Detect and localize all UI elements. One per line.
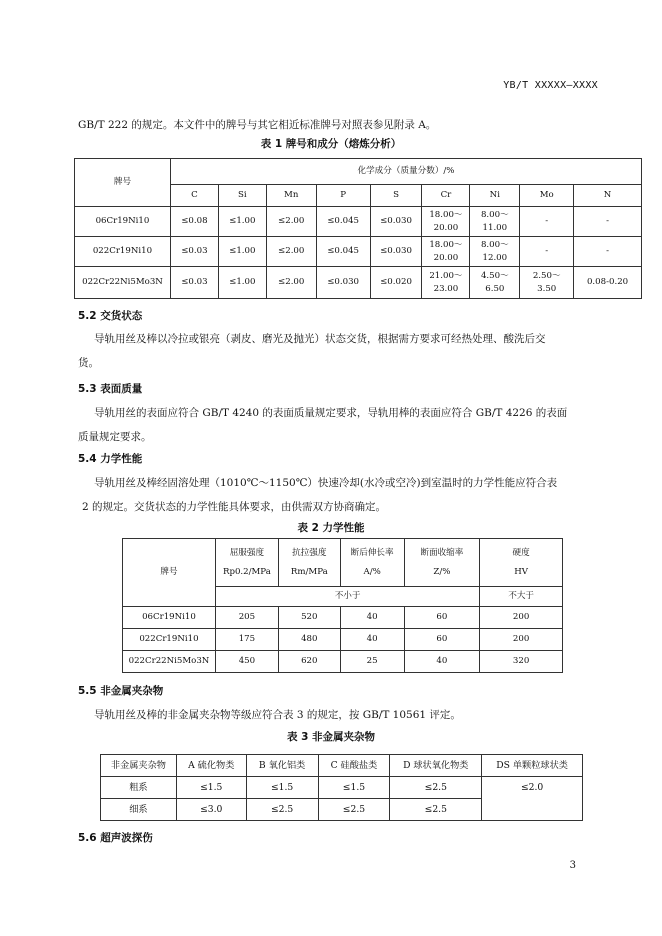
section-5-3-text-line1: 导轨用丝的表面应符合 GB/T 4240 的表面质量规定要求，导轨用棒的表面应符合 GB/T 4226 的表面 (94, 407, 568, 419)
range-start: 18.00～ (429, 239, 463, 250)
value-cell: 25 (340, 651, 404, 673)
property-unit: Rp0.2/MPa (222, 566, 271, 577)
value-cell: 320 (480, 651, 563, 673)
grade-cell: 022Cr22Ni5Mo3N (123, 651, 216, 673)
element-header: Ni (470, 185, 520, 207)
grade-cell: 06Cr19Ni10 (75, 207, 171, 237)
value-cell: 40 (340, 629, 404, 651)
value-cell: ≤2.5 (318, 799, 390, 821)
range-start: 18.00～ (429, 209, 463, 220)
property-name: 屈服强度 (229, 547, 265, 558)
intro-line: GB/T 222 的规定。本文件中的牌号与其它相近标准牌号对照表参见附录 A。 (78, 119, 437, 131)
element-header: Cr (422, 185, 470, 207)
element-header: S (370, 185, 422, 207)
value-cell (422, 237, 470, 267)
property-name: 抗拉强度 (292, 547, 327, 558)
range-start: 8.00～ (480, 209, 509, 220)
value-cell: 60 (404, 629, 480, 651)
range-start: 2.50～ (532, 270, 561, 281)
property-header (480, 539, 563, 587)
property-unit: HV (514, 566, 528, 577)
value-cell: 40 (404, 651, 480, 673)
property-name: 断后伸长率 (350, 547, 394, 558)
value-cell (470, 267, 520, 299)
ds-value-cell: ≤2.0 (482, 777, 583, 821)
value-cell: ≤2.00 (266, 267, 316, 299)
table-row (75, 237, 642, 267)
value-cell: ≤1.5 (318, 777, 390, 799)
value-cell: ≤1.00 (218, 207, 266, 237)
section-5-6-heading: 5.6 超声波探伤 (78, 832, 153, 844)
range-start: 21.00～ (429, 270, 463, 281)
value-cell: - (574, 207, 642, 237)
value-cell: 0.08-0.20 (574, 267, 642, 299)
property-name: 断面收缩率 (420, 547, 464, 558)
table-row (75, 267, 642, 299)
value-cell: 175 (215, 629, 278, 651)
section-5-2-heading: 5.2 交货状态 (78, 310, 143, 322)
grade-cell: 022Cr19Ni10 (75, 237, 171, 267)
element-header: C (170, 185, 218, 207)
value-cell: 40 (340, 607, 404, 629)
value-cell: ≤2.5 (390, 799, 482, 821)
table-row (75, 207, 642, 237)
value-cell: ≤2.00 (266, 207, 316, 237)
value-cell: ≤1.00 (218, 267, 266, 299)
value-cell: ≤0.030 (316, 267, 370, 299)
value-cell: ≤2.5 (246, 799, 318, 821)
value-cell: 200 (480, 607, 563, 629)
range-start: 4.50～ (480, 270, 509, 281)
table3-caption: 表 3 非金属夹杂物 (286, 731, 376, 743)
range-end: 23.00 (433, 283, 459, 294)
table-row (101, 777, 583, 799)
section-5-4-text-line1: 导轨用丝及棒经固溶处理（1010℃～1150℃）快速冷却(水冷或空冷)到室温时的力学性能应符合表 (94, 477, 558, 489)
value-cell: ≤0.045 (316, 207, 370, 237)
value-cell (470, 237, 520, 267)
inclusion-header: D 球状氧化物类 (390, 755, 482, 777)
inclusion-header: C 硅酸盐类 (318, 755, 390, 777)
inclusion-header: 非金属夹杂物 (101, 755, 177, 777)
value-cell: ≤1.5 (246, 777, 318, 799)
section-5-3-text-line2: 质量规定要求。 (78, 431, 152, 443)
section-5-4-text-line2: 2 的规定。交货状态的力学性能具体要求，由供需双方协商确定。 (82, 501, 387, 513)
value-cell (520, 267, 574, 299)
table-row (123, 651, 563, 673)
range-end: 20.00 (433, 222, 459, 233)
section-5-5-text: 导轨用丝及棒的非金属夹杂物等级应符合表 3 的规定，按 GB/T 10561 评定。 (94, 709, 461, 721)
series-cell: 粗系 (101, 777, 177, 799)
table2-caption: 表 2 力学性能 (297, 522, 365, 534)
table1-caption: 表 1 牌号和成分（熔炼分析） (260, 138, 402, 150)
not-more-than-label: 不大于 (480, 587, 563, 607)
value-cell: ≤2.5 (390, 777, 482, 799)
range-end: 11.00 (482, 222, 508, 233)
value-cell: ≤1.00 (218, 237, 266, 267)
value-cell: 450 (215, 651, 278, 673)
range-end: 20.00 (433, 252, 459, 263)
grade-cell: 022Cr22Ni5Mo3N (75, 267, 171, 299)
composition-table (74, 158, 642, 299)
property-unit: Z/% (433, 566, 451, 577)
range-end: 6.50 (485, 283, 505, 294)
value-cell: ≤0.045 (316, 237, 370, 267)
element-header: Mn (266, 185, 316, 207)
property-name: 硬度 (512, 547, 530, 558)
value-cell: 60 (404, 607, 480, 629)
value-cell: ≤3.0 (176, 799, 246, 821)
grade-cell: 06Cr19Ni10 (123, 607, 216, 629)
value-cell: ≤0.08 (170, 207, 218, 237)
value-cell: 205 (215, 607, 278, 629)
value-cell: 620 (278, 651, 340, 673)
inclusion-header: DS 单颗粒球状类 (482, 755, 583, 777)
value-cell: - (574, 237, 642, 267)
property-unit: A/% (363, 566, 381, 577)
value-cell: - (520, 237, 574, 267)
value-cell: ≤2.00 (266, 237, 316, 267)
element-header: Si (218, 185, 266, 207)
table-row (123, 607, 563, 629)
grade-header: 牌号 (123, 539, 216, 607)
grade-header: 牌号 (75, 159, 171, 207)
value-cell (470, 207, 520, 237)
inclusions-table (100, 754, 583, 821)
value-cell: ≤0.020 (370, 267, 422, 299)
document-code: YB/T XXXXX—XXXX (503, 80, 598, 91)
value-cell: 480 (278, 629, 340, 651)
not-less-than-label: 不小于 (215, 587, 479, 607)
section-5-5-heading: 5.5 非金属夹杂物 (78, 685, 164, 697)
table-row (123, 629, 563, 651)
section-5-2-text-line1: 导轨用丝及棒以冷拉或银亮（剥皮、磨光及抛光）状态交货，根据需方要求可经热处理、酸洗后交 (94, 333, 546, 345)
element-header: Mo (520, 185, 574, 207)
mechanical-properties-table (122, 538, 563, 673)
value-cell (422, 207, 470, 237)
range-end: 12.00 (482, 252, 508, 263)
page-number: 3 (569, 860, 576, 871)
element-header: N (574, 185, 642, 207)
grade-cell: 022Cr19Ni10 (123, 629, 216, 651)
section-5-3-heading: 5.3 表面质量 (78, 383, 143, 395)
property-header (215, 539, 278, 587)
value-cell: ≤0.03 (170, 267, 218, 299)
property-header (278, 539, 340, 587)
value-cell: 520 (278, 607, 340, 629)
inclusion-header: A 硫化物类 (176, 755, 246, 777)
inclusion-header: B 氧化铝类 (246, 755, 318, 777)
property-header (340, 539, 404, 587)
value-cell: ≤0.03 (170, 237, 218, 267)
range-start: 8.00～ (480, 239, 509, 250)
property-header (404, 539, 480, 587)
composition-group-header: 化学成分（质量分数）/% (170, 159, 641, 185)
section-5-4-heading: 5.4 力学性能 (78, 453, 143, 465)
element-header: P (316, 185, 370, 207)
section-5-2-text-line2: 货。 (78, 357, 99, 369)
value-cell: ≤1.5 (176, 777, 246, 799)
value-cell: 200 (480, 629, 563, 651)
value-cell (422, 267, 470, 299)
value-cell: ≤0.030 (370, 237, 422, 267)
value-cell: - (520, 207, 574, 237)
series-cell: 细系 (101, 799, 177, 821)
value-cell: ≤0.030 (370, 207, 422, 237)
range-end: 3.50 (537, 283, 557, 294)
property-unit: Rm/MPa (290, 566, 328, 577)
